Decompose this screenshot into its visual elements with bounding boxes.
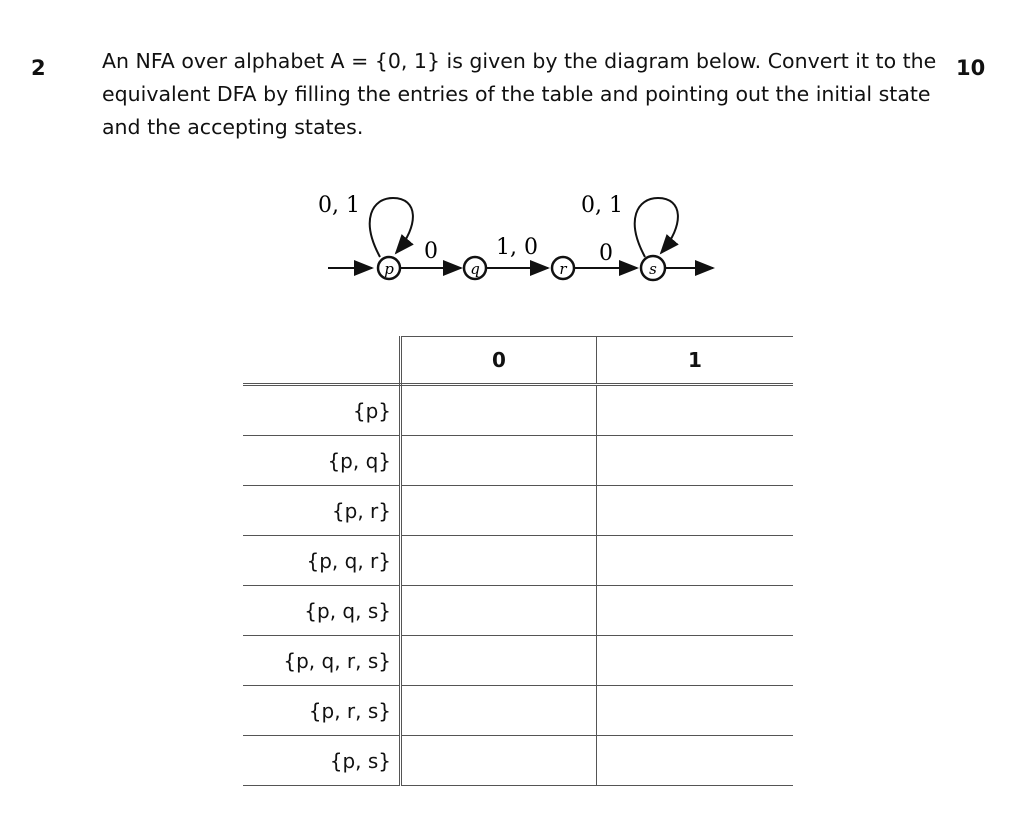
loop-p — [370, 198, 413, 257]
state-s-label: s — [649, 260, 657, 278]
row-state: {p} — [243, 385, 401, 436]
cell-on-0[interactable] — [401, 536, 597, 586]
cell-on-1[interactable] — [597, 686, 794, 736]
table-row — [243, 385, 793, 436]
table-row — [243, 436, 793, 486]
cell-on-0[interactable] — [401, 736, 597, 786]
row-state: {p, q, r} — [243, 536, 401, 586]
row-state: {p, q} — [243, 436, 401, 486]
question-number: 2 — [31, 56, 46, 80]
cell-on-1[interactable] — [597, 586, 794, 636]
row-state: {p, q, s} — [243, 586, 401, 636]
table-row — [243, 636, 793, 686]
state-r-label: r — [559, 260, 567, 278]
header-input-0: 0 — [401, 337, 597, 385]
nfa-diagram — [300, 180, 730, 300]
row-state: {p, r, s} — [243, 686, 401, 736]
loop-label-s: 0, 1 — [581, 193, 623, 218]
state-q-label: q — [470, 260, 480, 278]
header-input-1: 1 — [597, 337, 794, 385]
edge-label-r-s: 0 — [599, 241, 613, 266]
table-row — [243, 536, 793, 586]
cell-on-1[interactable] — [597, 486, 794, 536]
state-p-label: p — [384, 260, 394, 278]
cell-on-0[interactable] — [401, 636, 597, 686]
cell-on-0[interactable] — [401, 436, 597, 486]
cell-on-1[interactable] — [597, 736, 794, 786]
table-row — [243, 686, 793, 736]
cell-on-1[interactable] — [597, 385, 794, 436]
cell-on-1[interactable] — [597, 436, 794, 486]
row-state: {p, s} — [243, 736, 401, 786]
cell-on-0[interactable] — [401, 486, 597, 536]
row-state: {p, r} — [243, 486, 401, 536]
table-row — [243, 586, 793, 636]
cell-on-1[interactable] — [597, 536, 794, 586]
loop-s — [635, 198, 678, 257]
table-row — [243, 736, 793, 786]
table-row — [243, 486, 793, 536]
edge-label-q-r: 1, 0 — [496, 235, 538, 260]
cell-on-0[interactable] — [401, 385, 597, 436]
loop-label-p: 0, 1 — [318, 193, 360, 218]
row-state: {p, q, r, s} — [243, 636, 401, 686]
cell-on-1[interactable] — [597, 636, 794, 686]
question-marks: 10 — [956, 56, 986, 80]
edge-label-p-q: 0 — [424, 239, 438, 264]
dfa-table — [243, 336, 793, 786]
cell-on-0[interactable] — [401, 686, 597, 736]
cell-on-0[interactable] — [401, 586, 597, 636]
table-header-row — [243, 337, 793, 385]
header-state — [243, 337, 401, 385]
question-text: An NFA over alphabet A = {0, 1} is given by the diagram below. Convert it to the equivalent DFA by filling the entries of the table and pointing out the initial state and the accepting states. — [102, 49, 937, 139]
